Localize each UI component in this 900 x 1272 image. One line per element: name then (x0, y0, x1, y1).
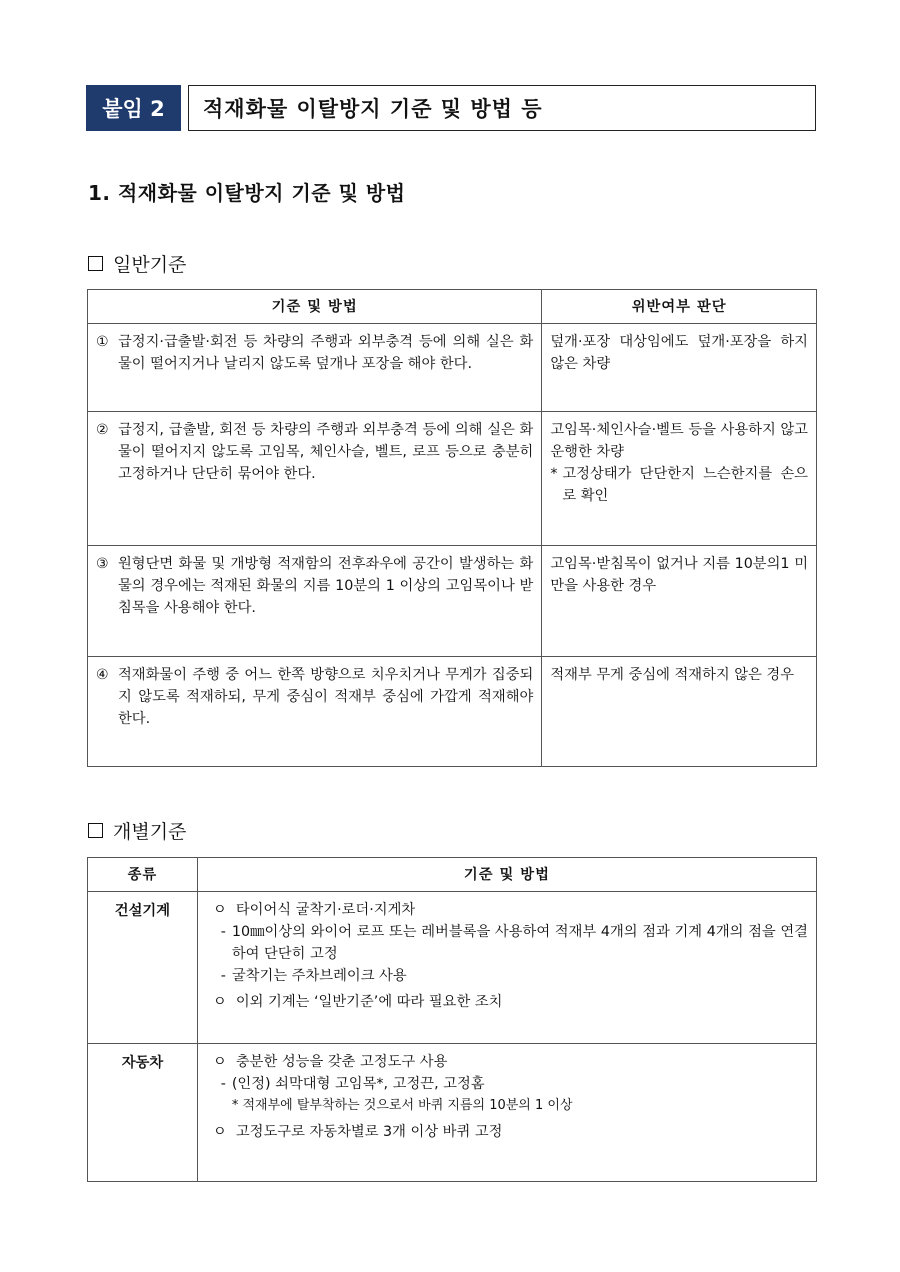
bullet-dash: - (220, 924, 226, 940)
checkbox-icon (88, 256, 103, 271)
footnote-text: * 적재부에 탈부착하는 것으로서 바퀴 지름의 10분의 1 이상 (231, 1098, 573, 1113)
bullet-circle: ㅇ (212, 994, 227, 1010)
bullet-circle: ㅇ (212, 902, 227, 918)
bullet-dash: - (220, 968, 226, 984)
attachment-badge: 붙임 2 (86, 85, 181, 131)
judgment-text: 고임목·받침목이 없거나 지름 10분의1 미만을 사용한 경우 (550, 556, 808, 594)
row-number: ③ (96, 556, 109, 572)
table-row (88, 657, 817, 767)
judgment-text: 적재부 무게 중심에 적재하지 않은 경우 (550, 667, 795, 683)
criterion-text: 고정도구로 자동차별로 3개 이상 바퀴 고정 (235, 1124, 503, 1140)
document-header (86, 85, 816, 131)
kind-cell: 건설기계 (88, 892, 198, 1044)
method-text: 급정지·급출발·회전 등 차량의 주행과 외부충격 등에 의해 실은 화물이 떨어지거나 날리지 않도록 덮개나 포장을 해야 한다. (118, 334, 534, 372)
method-text: 급정지, 급출발, 회전 등 차량의 주행과 외부충격 등에 의해 실은 화물이 떨어지지 않도록 고임목, 체인사슬, 벨트, 로프 등으로 충분히 고정하거나 단단히 묶어야 한다. (118, 422, 534, 482)
bullet-circle: ㅇ (212, 1054, 227, 1070)
criterion-text: (인정) 쇠막대형 고임목*, 고정끈, 고정홈 (231, 1076, 485, 1092)
general-heading (88, 250, 186, 277)
general-heading-label: 일반기준 (113, 254, 187, 276)
method-text: 원형단면 화물 및 개방형 적재함의 전후좌우에 공간이 발생하는 화물의 경우에는 적재된 화물의 지름 10분의 1 이상의 고임목이나 받침목을 사용해야 한다. (118, 556, 534, 616)
table-row (88, 892, 817, 1044)
table-row (88, 1044, 817, 1182)
row-number: ④ (96, 667, 109, 683)
criterion-text: 이외 기계는 ‘일반기준’에 따라 필요한 조치 (235, 994, 503, 1010)
table-row (88, 412, 817, 546)
judgment-text: 덮개·포장 대상임에도 덮개·포장을 하지 않은 차량 (550, 334, 808, 372)
criterion-text: 굴착기는 주차브레이크 사용 (231, 968, 407, 984)
column-header-method: 기준 및 방법 (88, 290, 542, 324)
checkbox-icon (88, 823, 103, 838)
note-mark: * (550, 466, 558, 482)
table-row (88, 324, 817, 412)
individual-criteria-table (87, 857, 817, 1182)
criterion-text: 충분한 성능을 갖춘 고정도구 사용 (235, 1054, 448, 1070)
document-title: 적재화물 이탈방지 기준 및 방법 등 (188, 85, 816, 131)
kind-cell: 자동차 (88, 1044, 198, 1182)
individual-heading-label: 개별기준 (113, 821, 187, 843)
table-row (88, 546, 817, 657)
criterion-text: 타이어식 굴착기·로더·지게차 (235, 902, 416, 918)
row-number: ② (96, 422, 109, 438)
judgment-text: 고임목·체인사슬·벨트 등을 사용하지 않고 운행한 차량 (550, 422, 808, 460)
bullet-circle: ㅇ (212, 1124, 227, 1140)
column-header-judgment: 위반여부 판단 (542, 290, 817, 324)
criterion-text: 10㎜이상의 와이어 로프 또는 레버블록을 사용하여 적재부 4개의 점과 기계 4개의 점을 연결하여 단단히 고정 (231, 924, 808, 962)
bullet-dash: - (220, 1076, 226, 1092)
individual-heading (88, 817, 186, 844)
column-header-kind: 종류 (88, 858, 198, 892)
judgment-note: 고정상태가 단단한지 느슨한지를 손으로 확인 (562, 466, 808, 504)
section-title: 1. 적재화물 이탈방지 기준 및 방법 (88, 181, 406, 205)
general-criteria-table (87, 289, 817, 767)
row-number: ① (96, 334, 109, 350)
method-text: 적재화물이 주행 중 어느 한쪽 방향으로 치우치거나 무게가 집중되지 않도록 적재하되, 무게 중심이 적재부 중심에 가깝게 적재해야 한다. (118, 667, 534, 727)
column-header-method: 기준 및 방법 (197, 858, 816, 892)
